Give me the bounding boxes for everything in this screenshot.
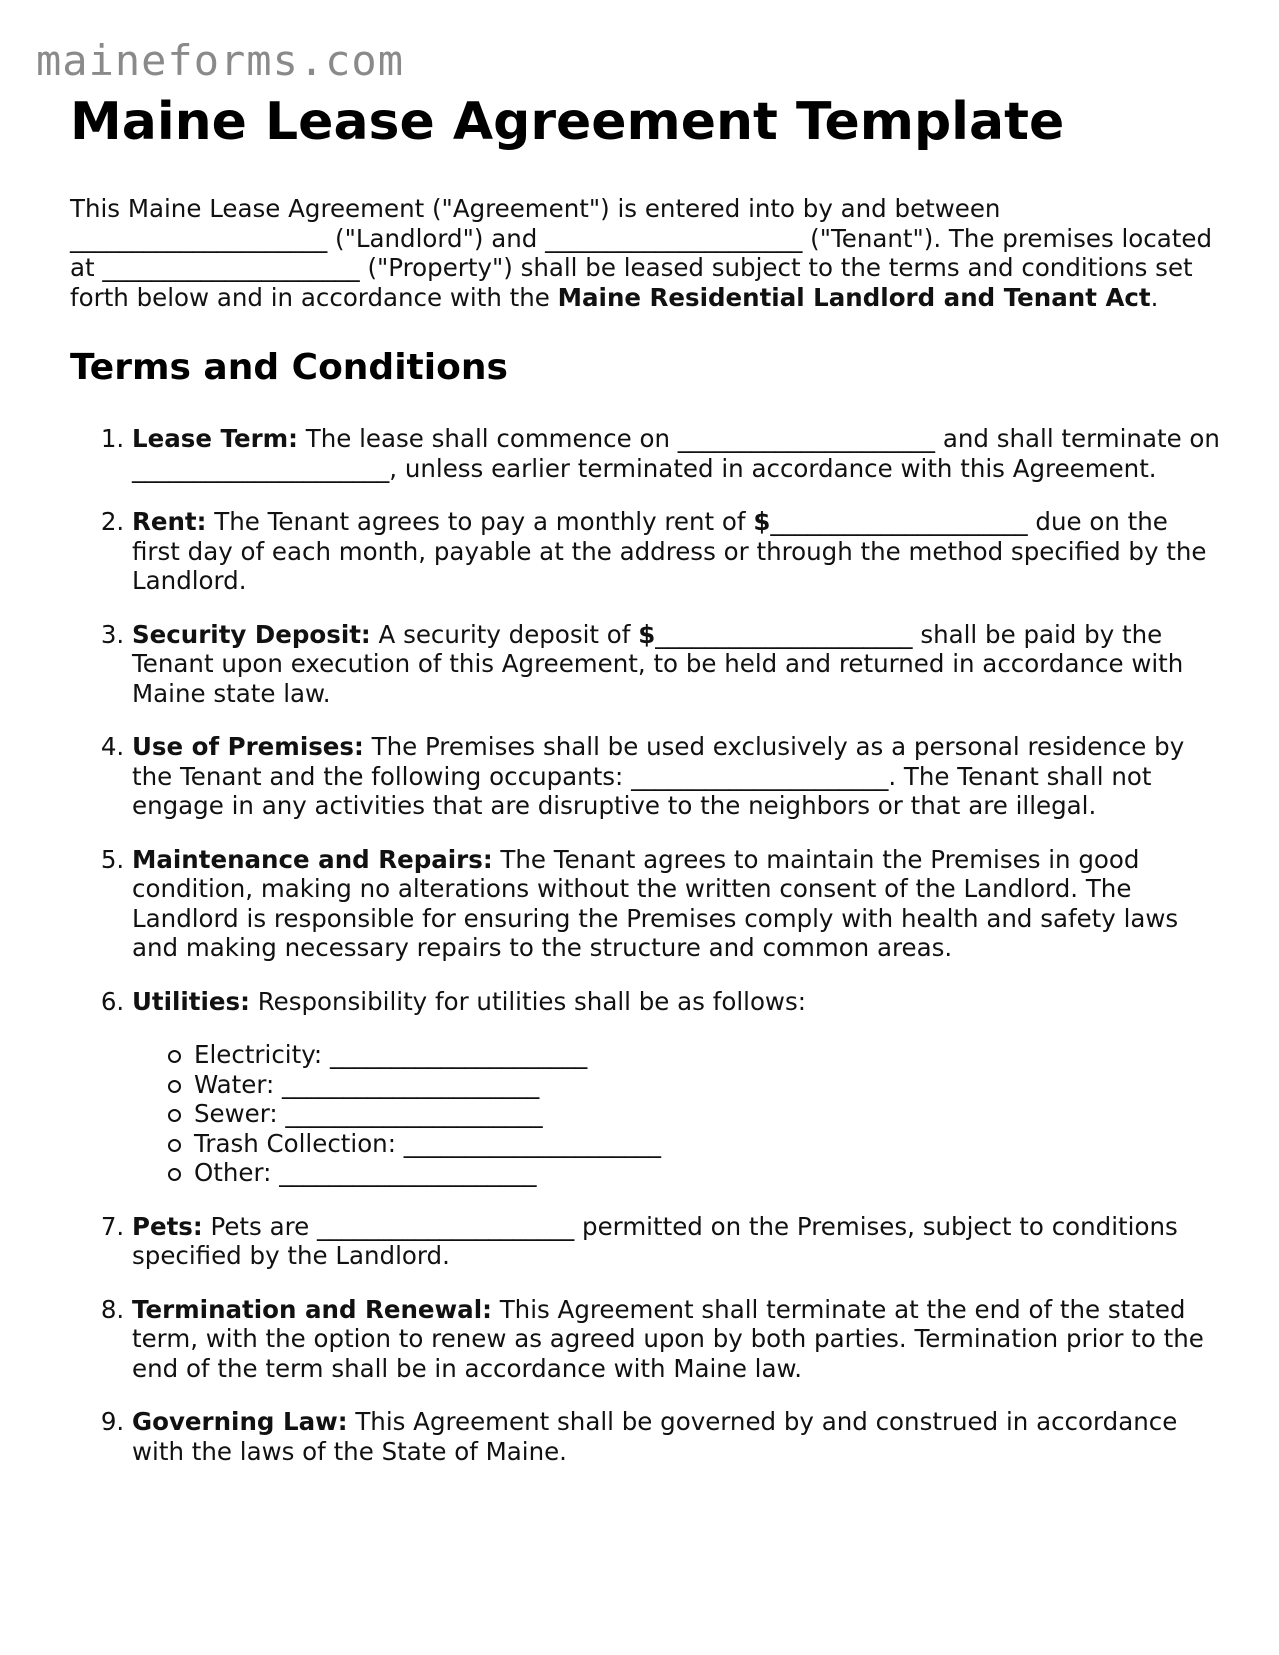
term-text: . The Tenant shall not engage in any activities that are disruptive to the neighbors or that are illegal. [132, 761, 1152, 820]
term-label: Lease Term: [132, 424, 298, 453]
intro-paragraph [70, 194, 1220, 312]
term-rent [132, 507, 1220, 596]
trash-blank[interactable]: _____________________ [403, 1128, 662, 1158]
terms-list [70, 424, 1220, 1466]
water-blank[interactable]: _____________________ [282, 1069, 540, 1099]
property-blank[interactable]: _____________________ [102, 253, 360, 282]
term-utilities [132, 987, 1220, 1188]
term-label: Pets: [132, 1211, 203, 1241]
term-pets [132, 1212, 1220, 1271]
term-text: Pets are [202, 1211, 318, 1241]
term-text: This Agreement shall be governed by and construed in accordance with the laws of the State of Maine. [132, 1407, 1178, 1466]
term-text: shall be paid by the Tenant upon execution of this Agreement, to be held and returned in accordance with Maine state law. [132, 619, 1184, 708]
terminate-date-blank[interactable]: _____________________ [132, 453, 390, 483]
term-text: The Tenant agrees to maintain the Premises in good condition, making no alterations without the written consent of the Landlord. The Landlord is responsible for ensuring the Premises comply with health and safety laws and making necessary repairs to the structure and common areas. [132, 844, 1179, 962]
term-label: Security Deposit: [132, 619, 371, 649]
term-text: due on the first day of each month, payable at the address or through the method specified by the Landlord. [132, 507, 1207, 595]
utility-electricity [194, 1040, 1220, 1070]
term-label: Rent: [132, 507, 207, 536]
utility-label: Electricity: [194, 1040, 330, 1069]
term-text: permitted on the Premises, subject to conditions specified by the Landlord. [132, 1211, 1178, 1270]
term-termination [132, 1295, 1220, 1384]
term-text: A security deposit of [370, 619, 639, 649]
document-page [70, 92, 1220, 1490]
utility-label: Other: [194, 1158, 280, 1187]
term-text: The lease shall commence on [297, 424, 678, 453]
pets-blank[interactable]: _____________________ [317, 1211, 575, 1241]
intro-text: ("Landlord") and [327, 223, 546, 253]
utilities-list [132, 1040, 1220, 1188]
term-label: Maintenance and Repairs: [132, 844, 493, 874]
term-lease [132, 424, 1220, 483]
term-text: This Agreement shall terminate at the end of the stated term, with the option to renew as agreed upon by both parties. Termination prior to the end of the term shall be in accordance with Maine law. [132, 1294, 1204, 1383]
landlord-blank[interactable]: _____________________ [70, 223, 328, 253]
commence-date-blank[interactable]: _____________________ [677, 424, 936, 453]
intro-text: This Maine Lease Agreement ("Agreement") is entered into by and between [70, 194, 1001, 223]
tenant-blank[interactable]: _____________________ [545, 223, 803, 253]
intro-text: . [1150, 282, 1159, 312]
term-deposit [132, 620, 1220, 709]
term-label: Governing Law: [132, 1407, 348, 1436]
watermark: maineforms.com [36, 36, 405, 85]
utility-trash [194, 1129, 1220, 1159]
dollar-sign: $ [638, 619, 656, 649]
term-text: The Tenant agrees to pay a monthly rent of [206, 507, 754, 536]
utility-water [194, 1070, 1220, 1100]
term-text: Responsibility for utilities shall be as follows: [249, 986, 806, 1016]
term-use [132, 732, 1220, 821]
utility-other [194, 1158, 1220, 1188]
occupants-blank[interactable]: _____________________ [631, 761, 889, 791]
rent-amount-blank[interactable]: _____________________ [770, 507, 1028, 536]
term-text: The Premises shall be used exclusively as a personal residence by the Tenant and the following occupants: [132, 732, 1185, 791]
act-name: Maine Residential Landlord and Tenant Act [557, 282, 1151, 312]
electricity-blank[interactable]: _____________________ [329, 1040, 588, 1069]
term-maintenance [132, 845, 1220, 963]
utility-label: Sewer: [194, 1099, 286, 1128]
dollar-sign: $ [753, 507, 771, 536]
term-label: Use of Premises: [132, 732, 364, 761]
deposit-amount-blank[interactable]: _____________________ [655, 619, 913, 649]
term-label: Termination and Renewal: [132, 1294, 492, 1324]
other-utility-blank[interactable]: _____________________ [279, 1158, 537, 1187]
section-title: Terms and Conditions [70, 347, 508, 388]
page-title: Maine Lease Agreement Template [70, 92, 1065, 152]
term-text: and shall terminate on [935, 424, 1220, 453]
term-governing-law [132, 1407, 1220, 1466]
intro-text: ("Tenant"). The premises located at [70, 223, 1213, 282]
utility-sewer [194, 1099, 1220, 1129]
term-text: , unless earlier terminated in accordance with this Agreement. [389, 453, 1157, 483]
sewer-blank[interactable]: _____________________ [285, 1099, 543, 1128]
intro-text: ("Property") shall be leased subject to the terms and conditions set forth below and in accordance with the [70, 253, 1193, 312]
utility-label: Water: [194, 1069, 283, 1099]
term-label: Utilities: [132, 986, 250, 1016]
utility-label: Trash Collection: [194, 1128, 404, 1158]
